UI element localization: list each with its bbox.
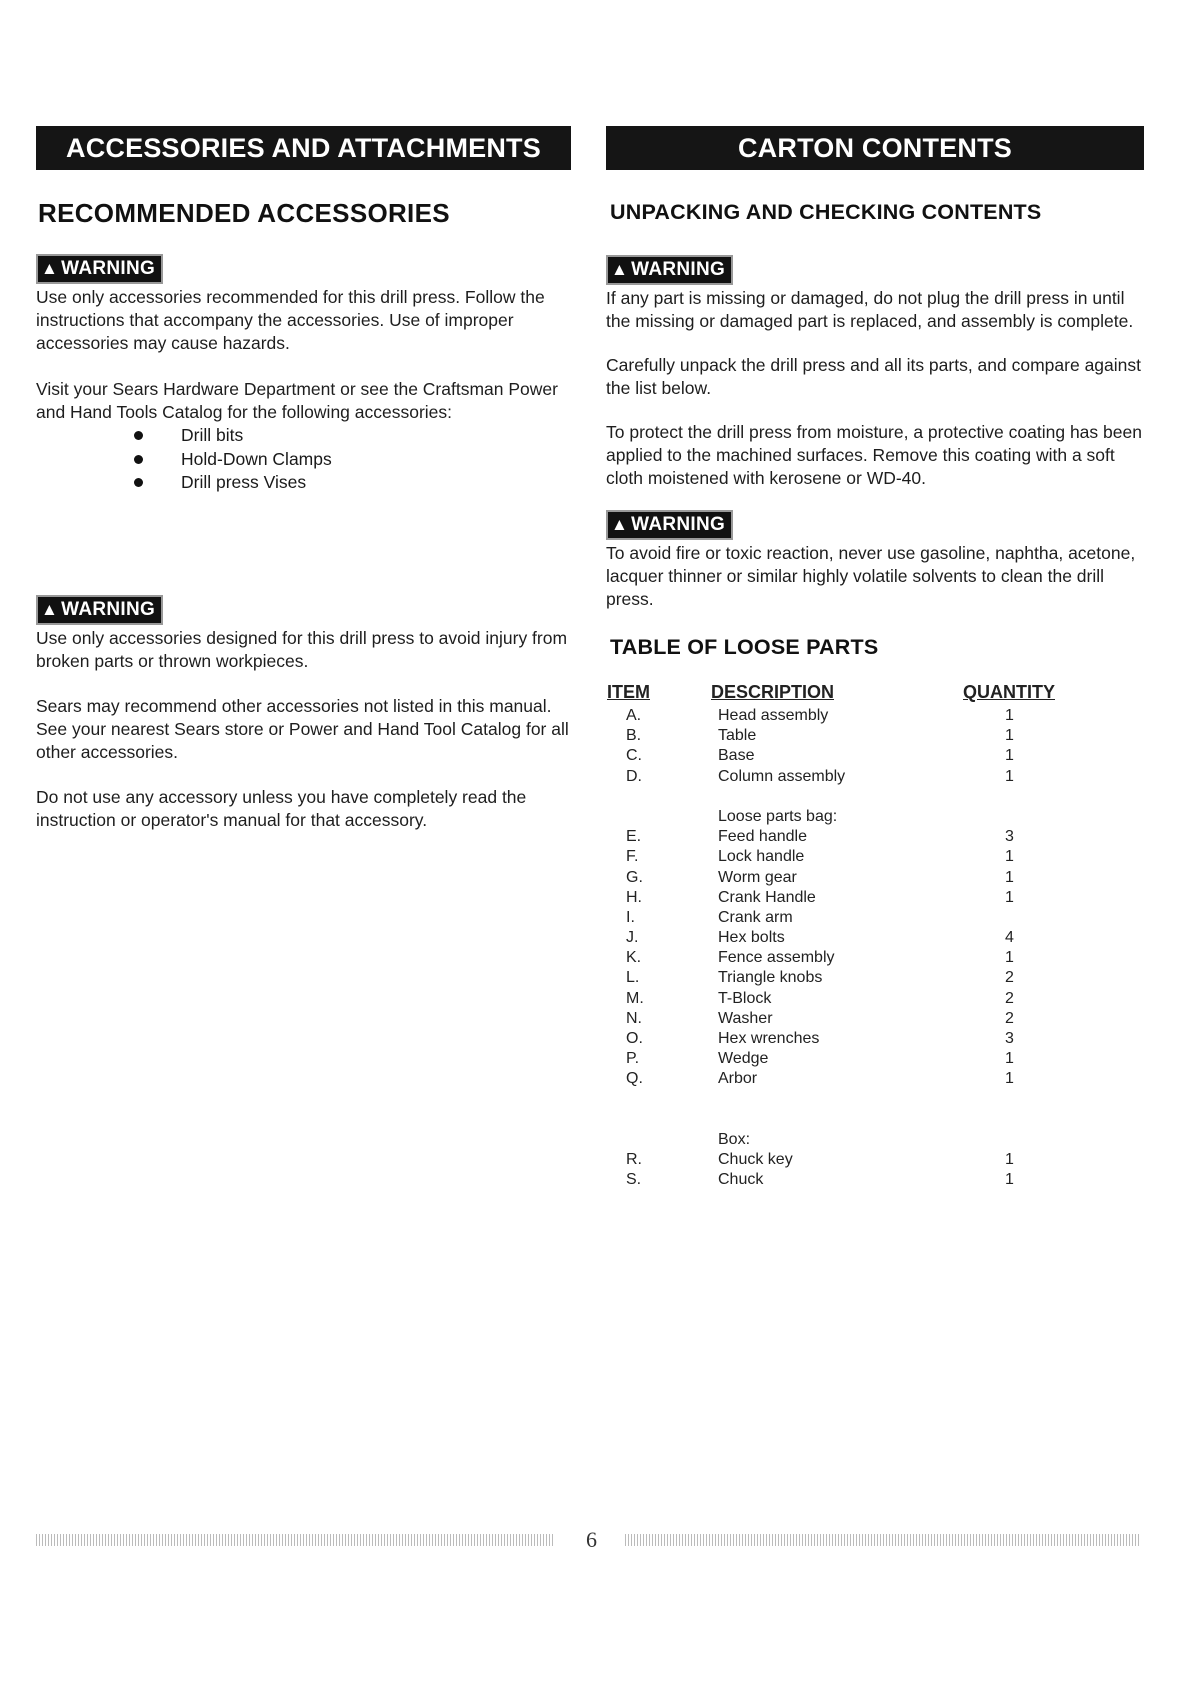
visit-paragraph: Visit your Sears Hardware Department or see the Craftsman Power and Hand Tools Catalog for the following accessories: [36,379,558,422]
cell-quantity: 1 [1005,727,1014,745]
loose-parts-table [606,682,1144,1191]
cell-item: Q. [626,1070,643,1088]
table-row [606,928,1144,948]
table-row [606,948,1144,968]
warning-triangle-icon: ▲ [611,260,629,279]
right-column [606,126,1144,1191]
cell-quantity: 2 [1005,989,1014,1007]
column-header-quantity: QUANTITY [963,682,1055,702]
table-row [606,1049,1144,1069]
warning-badge [606,255,733,285]
table-row [606,767,1144,787]
table-row [606,1090,1144,1110]
warning-text: To avoid fire or toxic reaction, never use gasoline, naphtha, acetone, lacquer thinner or similar highly volatile solvents to clean the drill press. [606,543,1136,609]
cell-description: Washer [718,1009,773,1027]
table-row [606,746,1144,766]
protect-paragraph: To protect the drill press from moisture, a protective coating has been applied to the machined surfaces. Remove this coating with a soft cloth moistened with kerosene or WD-40. [606,422,1142,488]
table-row [606,827,1144,847]
table-row [606,968,1144,988]
cell-quantity: 1 [1005,1050,1014,1068]
cell-item: K. [626,949,642,967]
cell-item: A. [626,707,642,724]
cell-item: G. [626,868,643,886]
heading-recommended-accessories: RECOMMENDED ACCESSORIES [38,198,450,228]
warning-text: Use only accessories designed for this drill press to avoid injury from broken parts or thrown workpieces. [36,627,568,671]
warning-label: WARNING [61,598,156,620]
cell-quantity: 1 [1005,747,1014,765]
section-banner-accessories: ACCESSORIES AND ATTACHMENTS [36,126,571,170]
table-row [606,807,1144,827]
cell-quantity: 1 [1005,868,1014,886]
cell-description: Crank arm [718,908,793,926]
cell-description: Table [718,727,757,745]
list-item-label: Drill press Vises [181,472,307,492]
bullet-icon [134,431,143,440]
cell-item: E. [626,828,642,846]
warning-text: Use only accessories recommended for this drill press. Follow the instructions that accompany the accessories. Use of improper accessories may cause hazards. [36,287,545,353]
warning-block-2 [36,595,571,673]
do-not-paragraph: Do not use any accessory unless you have completely read the instruction or operator's manual for that accessory. [36,786,527,830]
cell-quantity: 1 [1005,767,1014,785]
table-row [606,989,1144,1009]
heading-unpacking: UNPACKING AND CHECKING CONTENTS [610,200,1042,224]
warning-label: WARNING [61,258,156,279]
cell-item: N. [626,1009,642,1027]
cell-description: Loose parts bag: [718,807,838,825]
warning-block-1 [36,254,571,355]
cell-description: Crank Handle [718,888,816,906]
cell-description: Arbor [718,1070,758,1088]
warning-block-4 [606,510,1144,611]
warning-badge [36,254,163,284]
cell-description: Head assembly [718,707,829,724]
cell-item: C. [626,747,642,765]
cell-quantity: 1 [1005,949,1014,967]
column-header-description: DESCRIPTION [711,682,835,702]
warning-triangle-icon: ▲ [41,259,59,278]
cell-quantity: 3 [1005,1030,1014,1047]
cell-quantity: 1 [1005,707,1014,724]
warning-badge [606,510,733,540]
warning-block-3 [606,255,1144,333]
table-row [606,1150,1144,1170]
page-number: 6 [586,1527,597,1552]
warning-text: If any part is missing or damaged, do not plug the drill press in until the missing or damaged part is replaced, and assembly is complete. [606,288,1134,331]
cell-item: O. [626,1030,643,1047]
table-row [606,868,1144,888]
cell-item: J. [626,929,639,947]
list-item-label: Drill bits [181,425,244,445]
cell-item: M. [626,989,644,1007]
cell-item: F. [626,848,639,866]
list-item-label: Hold-Down Clamps [181,448,332,469]
left-column [36,126,571,832]
cell-description: Base [718,747,755,765]
cell-description: Hex bolts [718,929,785,947]
table-row [606,706,1144,726]
cell-item: R. [626,1151,642,1169]
table-row [606,1170,1144,1190]
footer-rule-right [625,1534,1139,1546]
table-header [606,682,1144,706]
accessories-list [36,424,571,495]
cell-quantity: 1 [1005,1151,1014,1169]
table-row [606,726,1144,746]
table-row [606,1069,1144,1089]
table-row [606,1029,1144,1049]
warning-triangle-icon: ▲ [611,515,629,534]
cell-description: Column assembly [718,767,846,785]
table-row [606,847,1144,867]
cell-description: Chuck key [718,1151,793,1169]
list-item [36,424,571,448]
cell-description: Wedge [718,1050,769,1068]
column-header-item: ITEM [607,682,650,702]
cell-description: Lock handle [718,848,805,866]
bullet-icon [134,478,143,487]
cell-quantity: 1 [1005,1171,1014,1189]
list-item [36,471,571,495]
cell-quantity: 3 [1005,828,1014,846]
cell-description: Fence assembly [718,949,835,967]
table-row [606,1110,1144,1130]
cell-description: Chuck [718,1171,764,1189]
unpack-paragraph: Carefully unpack the drill press and all its parts, and compare against the list below. [606,355,1141,398]
section-banner-carton: CARTON CONTENTS [606,126,1144,170]
table-row [606,1130,1144,1150]
warning-label: WARNING [631,514,726,535]
cell-description: Triangle knobs [718,969,823,987]
cell-item: S. [626,1171,642,1189]
bullet-icon [134,455,143,464]
list-item [36,448,571,472]
table-row [606,1009,1144,1029]
table-row [606,908,1144,928]
cell-quantity: 4 [1005,929,1014,947]
warning-label: WARNING [631,259,726,280]
table-row [606,787,1144,807]
cell-description: Hex wrenches [718,1030,820,1047]
cell-item: I. [626,908,635,926]
cell-quantity: 2 [1005,969,1014,987]
warning-badge [36,595,163,625]
cell-description: Worm gear [718,868,797,886]
warning-triangle-icon: ▲ [41,599,59,619]
cell-quantity: 1 [1005,888,1014,906]
cell-description: Feed handle [718,828,807,846]
cell-description: Box: [718,1130,751,1148]
cell-item: B. [626,727,642,745]
cell-item: H. [626,888,642,906]
footer-rule-left [36,1534,555,1546]
cell-quantity: 1 [1005,1070,1014,1088]
cell-item: L. [626,969,640,987]
cell-item: P. [626,1050,640,1068]
cell-description: T-Block [718,989,772,1007]
table-row [606,888,1144,908]
cell-item: D. [626,767,642,785]
table-body [606,706,1144,1191]
cell-quantity: 2 [1005,1009,1014,1027]
sears-paragraph: Sears may recommend other accessories not listed in this manual. See your nearest Sears store or Power and Hand Tool Catalog for all other accessories. [36,695,569,762]
cell-quantity: 1 [1005,848,1014,866]
heading-loose-parts: TABLE OF LOOSE PARTS [610,635,879,659]
